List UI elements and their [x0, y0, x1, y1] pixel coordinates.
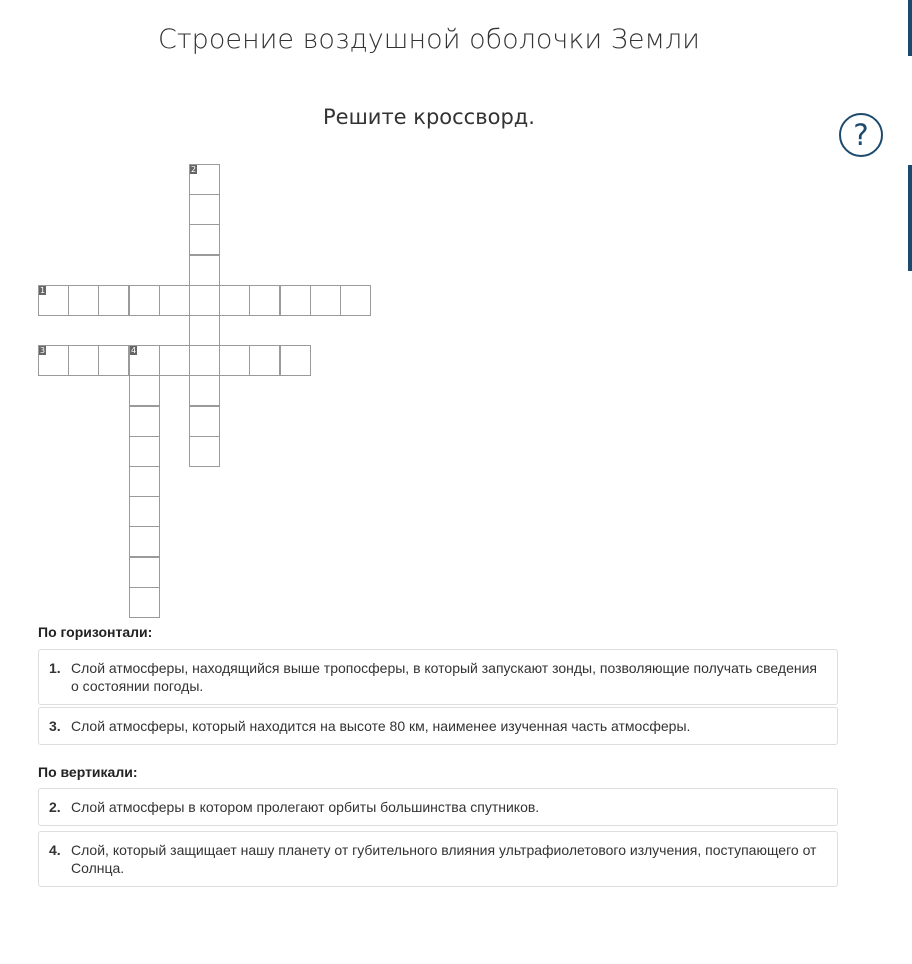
down-heading: По вертикали: [38, 764, 138, 780]
crossword-cell[interactable] [189, 224, 220, 255]
crossword-cell[interactable] [129, 345, 160, 376]
crossword-cell[interactable] [129, 496, 160, 527]
clue-text: Слой, который защищает нашу планету от губительного влияния ультрафиолетового излучения, поступающего от Солнца. [71, 842, 817, 876]
crossword-cell[interactable] [189, 315, 220, 346]
clue-down-2 [38, 788, 838, 826]
clue-number: 4. [49, 842, 61, 858]
crossword-cell[interactable] [129, 466, 160, 497]
crossword-cell[interactable] [38, 285, 69, 316]
crossword-cell[interactable] [159, 285, 190, 316]
cell-number: 3 [40, 346, 46, 355]
crossword-cell[interactable] [68, 345, 99, 376]
task-instruction: Решите кроссворд. [323, 105, 535, 129]
page-title: Строение воздушной оболочки Земли [158, 24, 700, 55]
cell-number: 4 [131, 346, 137, 355]
cell-number: 2 [191, 165, 197, 174]
crossword-cell[interactable] [249, 345, 280, 376]
crossword-cell[interactable] [129, 436, 160, 467]
across-heading: По горизонтали: [38, 624, 153, 640]
crossword-cell[interactable] [189, 375, 220, 406]
crossword-cell[interactable] [189, 345, 220, 376]
crossword-cell[interactable] [98, 345, 129, 376]
crossword-cell[interactable] [219, 285, 250, 316]
help-button[interactable]: ? [839, 113, 883, 157]
crossword-cell[interactable] [219, 345, 250, 376]
crossword-cell[interactable] [189, 194, 220, 225]
crossword-cell[interactable] [189, 436, 220, 467]
clue-text: Слой атмосферы в котором пролегают орбиты большинства спутников. [71, 799, 540, 815]
crossword-cell[interactable] [129, 587, 160, 618]
clue-down-4 [38, 831, 838, 887]
side-accent-bar-top [908, 0, 912, 56]
crossword-cell[interactable] [189, 285, 220, 316]
crossword-cell[interactable] [98, 285, 129, 316]
cell-number: 1 [40, 286, 46, 295]
crossword-cell[interactable] [280, 285, 311, 316]
crossword-cell[interactable] [340, 285, 371, 316]
clue-text: Слой атмосферы, находящийся выше тропосферы, в который запускают зонды, позволяющие получать сведения о состоянии погоды. [71, 660, 817, 694]
clue-number: 3. [49, 718, 61, 734]
side-accent-bar [908, 165, 912, 271]
crossword-cell[interactable] [189, 406, 220, 437]
crossword-cell[interactable] [129, 406, 160, 437]
clue-number: 2. [49, 799, 61, 815]
crossword-cell[interactable] [129, 285, 160, 316]
crossword-cell[interactable] [38, 345, 69, 376]
clue-across-1 [38, 649, 838, 705]
clue-number: 1. [49, 660, 61, 676]
crossword-cell[interactable] [129, 375, 160, 406]
crossword-cell[interactable] [280, 345, 311, 376]
crossword-cell[interactable] [249, 285, 280, 316]
clue-across-3 [38, 707, 838, 745]
crossword-cell[interactable] [129, 557, 160, 588]
crossword-cell[interactable] [68, 285, 99, 316]
crossword-cell[interactable] [159, 345, 190, 376]
crossword-cell[interactable] [310, 285, 341, 316]
crossword-cell[interactable] [189, 164, 220, 195]
crossword-cell[interactable] [189, 255, 220, 286]
clue-text: Слой атмосферы, который находится на высоте 80 км, наименее изученная часть атмосферы. [71, 718, 691, 734]
crossword-cell[interactable] [129, 526, 160, 557]
